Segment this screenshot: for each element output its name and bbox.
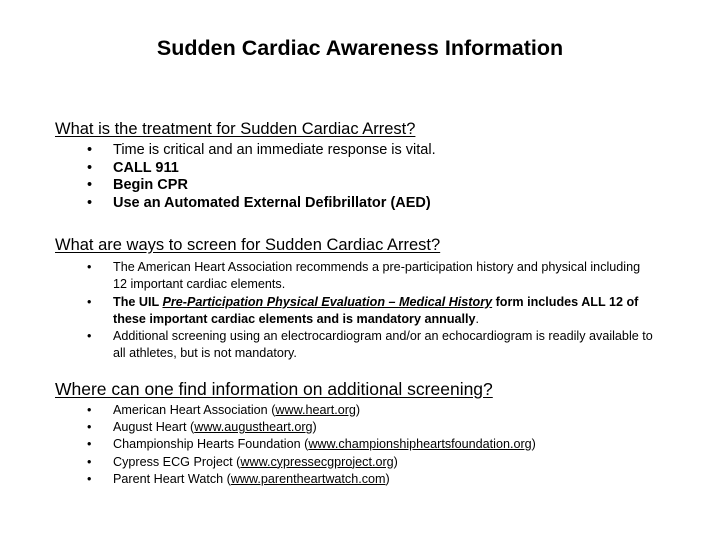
list-item	[113, 259, 653, 294]
treatment-item-text: Begin CPR	[113, 177, 188, 193]
resource-name: Cypress ECG Project	[113, 454, 233, 469]
treatment-item-text: Use an Automated External Defibrillator (AED)	[113, 194, 431, 211]
bullet-icon	[87, 294, 91, 311]
treatment-item-text: Time is critical and an immediate response is vital.	[113, 142, 436, 158]
resource-name: Championship Hearts Foundation	[113, 437, 301, 452]
list-item: • August Heart (www.augustheart.org)	[113, 419, 693, 436]
resources-heading: Where can one find information on additional screening?	[55, 379, 493, 399]
bullet-icon	[87, 436, 91, 453]
bullet-icon	[87, 259, 91, 276]
list-item	[113, 177, 673, 195]
bullet-icon	[87, 471, 91, 488]
bullet-icon	[87, 142, 92, 160]
resource-name: August Heart	[113, 420, 187, 435]
screening-item-middle: form includes ALL 12 of these important cardiac elements and is mandatory annually	[113, 294, 639, 326]
bullet-icon	[87, 402, 91, 419]
page-title: Sudden Cardiac Awareness Information	[156, 36, 564, 60]
list-item	[113, 160, 673, 178]
resource-link[interactable]: www.heart.org	[275, 403, 356, 417]
list-item: • Championship Hearts Foundation (www.championshipheartsfoundation.org)	[113, 436, 693, 453]
treatment-list	[113, 142, 673, 212]
screening-heading: What are ways to screen for Sudden Cardiac Arrest?	[55, 236, 441, 254]
resource-name: American Heart Association	[113, 403, 268, 417]
list-item	[113, 195, 673, 213]
list-item: • Parent Heart Watch (www.parentheartwatch.com)	[113, 471, 693, 488]
screening-item-end: .	[475, 311, 480, 326]
bullet-icon	[87, 454, 91, 471]
bullet-icon	[87, 419, 91, 436]
list-item: • American Heart Association (www.heart.org)	[113, 402, 693, 419]
bullet-icon	[87, 328, 91, 345]
bullet-icon	[87, 195, 92, 213]
resource-link[interactable]: www.cypressecgproject.org	[240, 454, 394, 469]
list-item: • Cypress ECG Project (www.cypressecgproject.org)	[113, 454, 693, 471]
screening-item-text: The American Heart Association recommends a pre-participation history and physical including 12 important cardiac elements.	[113, 260, 641, 292]
uil-form-name: Pre-Participation Physical Evaluation – Medical History	[162, 294, 493, 309]
list-item	[113, 328, 653, 363]
treatment-heading: What is the treatment for Sudden Cardiac Arrest?	[55, 120, 416, 138]
list-item	[113, 142, 673, 160]
bullet-icon	[87, 177, 92, 195]
resources-list	[113, 402, 693, 488]
resource-name: Parent Heart Watch	[113, 471, 224, 486]
screening-list	[113, 259, 653, 363]
screening-item-text: Additional screening using an electrocardiogram and/or an echocardiogram is readily available to all athletes, but is not mandatory.	[113, 329, 653, 361]
resource-link[interactable]: www.augustheart.org	[194, 420, 313, 435]
list-item	[113, 294, 653, 329]
resource-link[interactable]: www.championshipheartsfoundation.org	[308, 437, 532, 452]
treatment-item-text: CALL 911	[113, 159, 179, 176]
resource-link[interactable]: www.parentheartwatch.com	[230, 471, 386, 486]
bullet-icon	[87, 160, 92, 178]
screening-item-prefix: The UIL	[113, 294, 163, 309]
